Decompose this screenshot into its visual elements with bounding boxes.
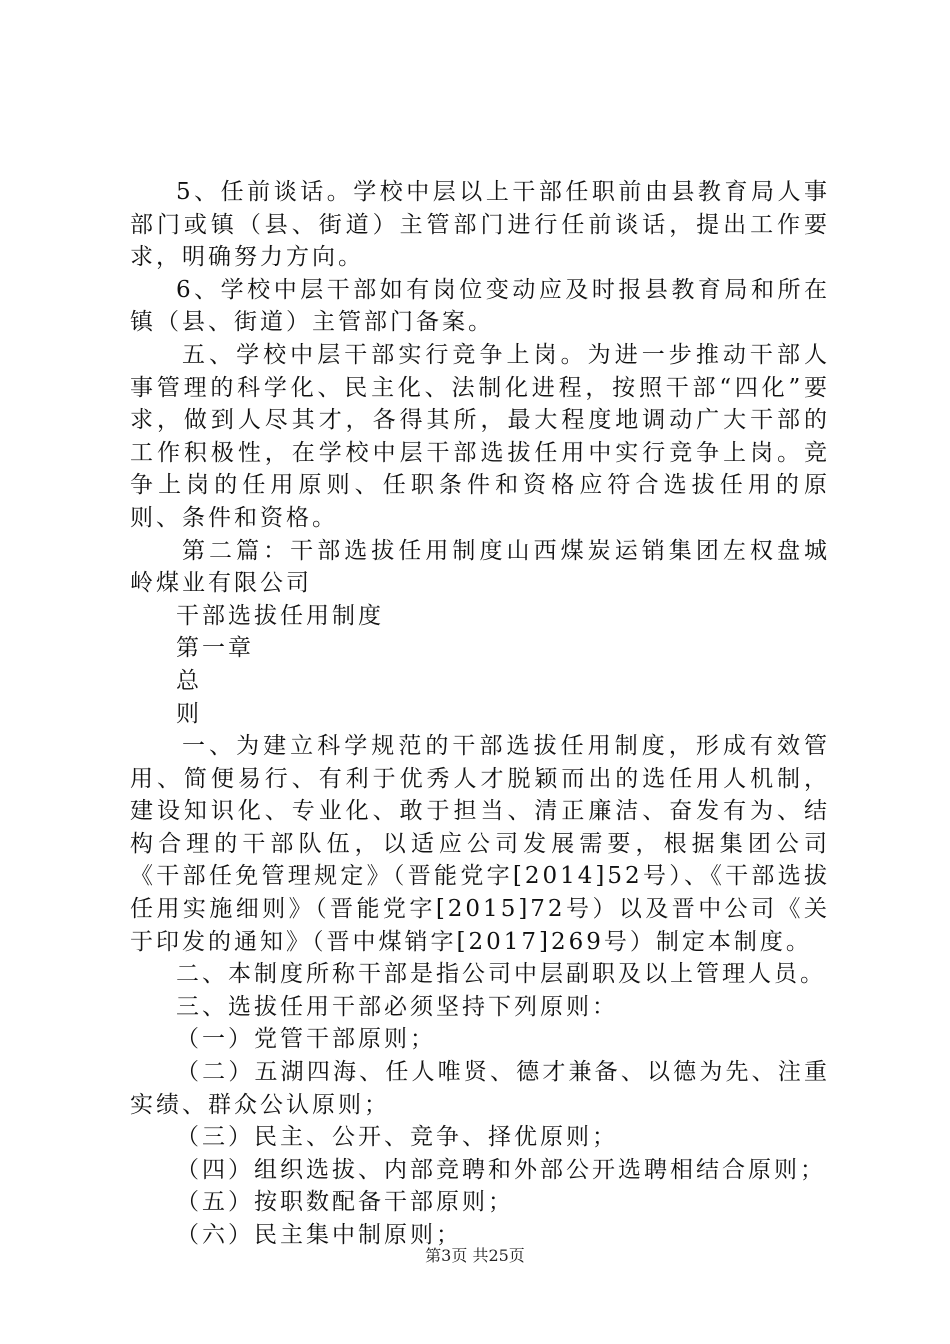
paragraph: 二、本制度所称干部是指公司中层副职及以上管理人员。 [176,961,826,988]
paragraph: 三、选拔任用干部必须坚持下列原则： [176,993,618,1020]
chapter-title-line-1: 总 [176,667,202,694]
chapter-title-line-2: 则 [176,700,202,727]
page-number-footer: 第3页 共25页 [425,1246,525,1265]
chapter-heading: 第一章 [176,635,254,662]
list-item: （一）党管干部原则； [176,1026,436,1053]
paragraph: 一、为建立科学规范的干部选拔任用制度，形成有效管用、简便易行、有利于优秀人才脱颖而出的选任用人机制，建设知识化、专业化、敢于担当、清正廉洁、奋发有为、结构合理的干部队伍，以适应公司发展需要，根据集团公司《干部任免管理规定》（晋能党字[2014]52号）、《干部选拔任用实施细则》（晋能党字[2015]72号）以及晋中公司《关于印发的通知》（晋中煤销字[2017]269号）制定本制度。 [130,733,830,955]
section-heading: 第二篇：干部选拔任用制度山西煤炭运销集团左权盘城岭煤业有限公司 [130,537,830,597]
paragraph: 6、学校中层干部如有岗位变动应及时报县教育局和所在镇（县、街道）主管部门备案。 [130,276,830,336]
list-item: （六）民主集中制原则； [176,1222,462,1248]
paragraph: 5、任前谈话。学校中层以上干部任职前由县教育局人事部门或镇（县、街道）主管部门进行任前谈话，提出工作要求，明确努力方向。 [130,179,830,271]
document-title: 干部选拔任用制度 [176,602,384,629]
list-item: （四）组织选拔、内部竞聘和外部公开选聘相结合原则； [176,1156,826,1183]
document-body [130,176,830,1252]
paragraph: 五、学校中层干部实行竞争上岗。为进一步推动干部人事管理的科学化、民主化、法制化进程，按照干部“四化”要求，做到人尽其才，各得其所，最大程度地调动广大干部的工作积极性，在学校中层干部选拔任用中实行竞争上岗。竞争上岗的任用原则、任职条件和资格应符合选拔任用的原则、条件和资格。 [130,341,830,531]
list-item: （二）五湖四海、任人唯贤、德才兼备、以德为先、注重实绩、群众公认原则； [130,1059,830,1118]
list-item: （五）按职数配备干部原则； [176,1189,514,1216]
list-item: （三）民主、公开、竞争、择优原则； [176,1124,618,1151]
